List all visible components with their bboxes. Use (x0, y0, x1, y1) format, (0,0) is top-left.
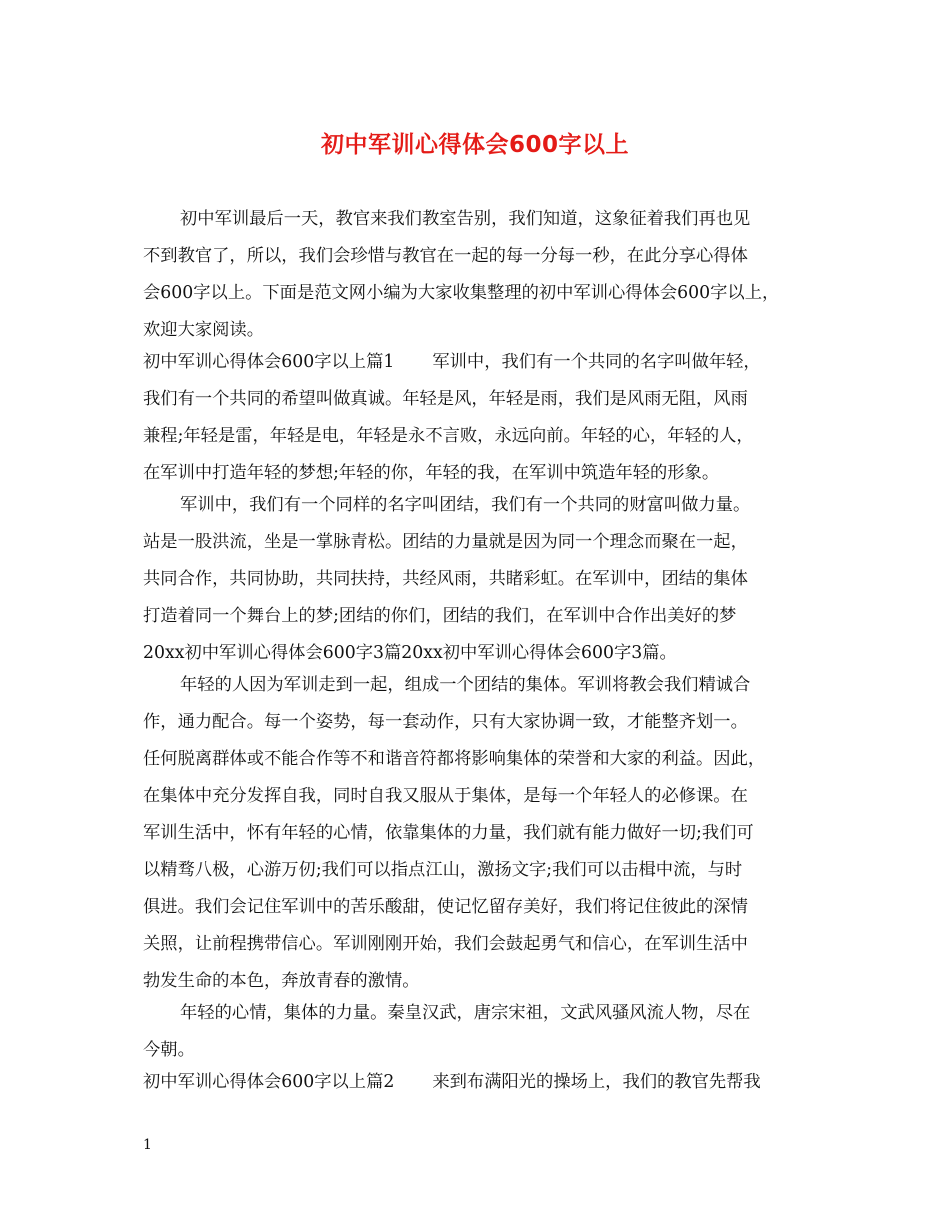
paragraph-line: 在军训中打造年轻的梦想;年轻的你，年轻的我，在军训中筑造年轻的形象。 (143, 463, 720, 483)
paragraph-line: 以精骛八极，心游万仞;我们可以指点江山，激扬文字;我们可以击楫中流，与时 (143, 860, 743, 880)
paragraph-line: 年轻的心情，集体的力量。秦皇汉武，唐宗宋祖，文武风骚风流人物，尽在 (180, 1003, 751, 1023)
document-title: 初中军训心得体会600字以上 (320, 132, 629, 158)
paragraph-line: 年轻的人因为军训走到一起，组成一个团结的集体。军训将教会我们精诚合 (180, 675, 751, 695)
paragraph-line: 作，通力配合。每一个姿势，每一套动作，只有大家协调一致，才能整齐划一。 (143, 712, 748, 732)
paragraph-line: 共同合作，共同协助，共同扶持，共经风雨，共睹彩虹。在军训中，团结的集体 (143, 569, 748, 589)
paragraph-line: 关照，让前程携带信心。军训刚刚开始，我们会鼓起勇气和信心，在军训生活中 (143, 934, 748, 954)
paragraph-line: 军训生活中，怀有年轻的心情，依靠集体的力量，我们就有能力做好一切;我们可 (143, 823, 754, 843)
paragraph-line: 兼程;年轻是雷，年轻是电，年轻是永不言败，永远向前。年轻的心，年轻的人， (143, 426, 754, 446)
page-number: 1 (143, 1137, 152, 1153)
paragraph-text: 来到布满阳光的操场上，我们的教官先帮我 (432, 1072, 761, 1092)
paragraph-line: 欢迎大家阅读。 (143, 320, 264, 340)
section-heading-line (143, 1070, 823, 1094)
paragraph-line: 不到教官了，所以，我们会珍惜与教官在一起的每一分每一秒，在此分享心得体 (143, 246, 748, 266)
paragraph-text: 军训中，我们有一个共同的名字叫做年轻， (432, 352, 761, 372)
paragraph-line: 站是一股洪流，坐是一掌脉青松。团结的力量就是因为同一个理念而聚在一起， (143, 532, 748, 552)
paragraph-line: 军训中，我们有一个同样的名字叫团结，我们有一个共同的财富叫做力量。 (180, 495, 751, 515)
paragraph-line: 任何脱离群体或不能合作等不和谐音符都将影响集体的荣誉和大家的利益。因此， (143, 749, 766, 769)
section-heading-line (143, 350, 823, 374)
paragraph-line: 我们有一个共同的希望叫做真诚。年轻是风，年轻是雨，我们是风雨无阻，风雨 (143, 389, 748, 409)
paragraph-line: 会600字以上。下面是范文网小编为大家收集整理的初中军训心得体会600字以上， (143, 283, 780, 303)
paragraph-line: 俱进。我们会记住军训中的苦乐酸甜，使记忆留存美好，我们将记住彼此的深情 (143, 897, 748, 917)
paragraph-line: 在集体中充分发挥自我，同时自我又服从于集体，是每一个年轻人的必修课。在 (143, 786, 748, 806)
section-heading: 初中军训心得体会600字以上篇1 (143, 352, 395, 372)
paragraph-line: 勃发生命的本色，奔放青春的激情。 (143, 971, 420, 991)
paragraph-line: 打造着同一个舞台上的梦;团结的你们，团结的我们，在军训中合作出美好的梦 (143, 606, 737, 626)
paragraph-line: 初中军训最后一天，教官来我们教室告别，我们知道，这象征着我们再也见 (180, 209, 751, 229)
section-heading: 初中军训心得体会600字以上篇2 (143, 1072, 395, 1092)
paragraph-line: 20xx初中军训心得体会600字3篇20xx初中军训心得体会600字3篇。 (143, 643, 677, 663)
paragraph-line: 今朝。 (143, 1040, 195, 1060)
